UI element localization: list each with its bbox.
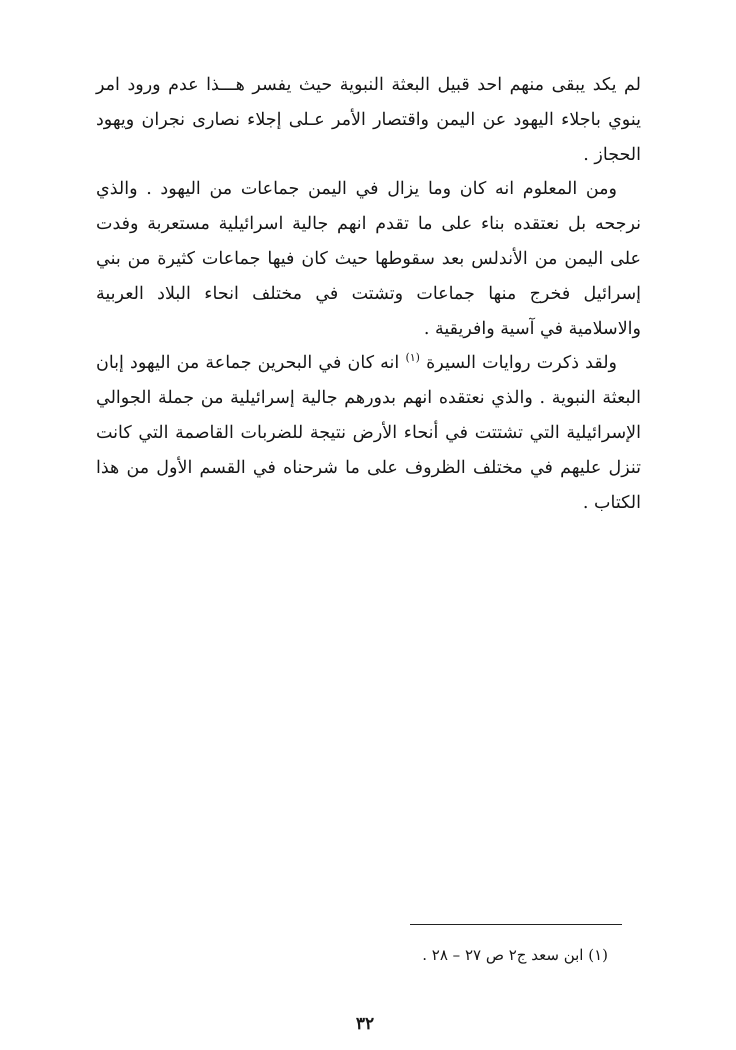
footnote-text: (١) ابن سعد ج٢ ص ٢٧ – ٢٨ . [422, 946, 608, 964]
footnote-divider [410, 924, 622, 925]
paragraph-3-lead: ولقد ذكرت روايات السيرة [426, 353, 617, 374]
paragraph-3-rest: انه كان في البحرين جماعة من اليهود إبان البعثة النبوية . والذي نعتقده انهم بدورهم جالية إسرائيلية من جملة الجوالي الإسرائيلية التي تشتتت في أنحاء الأرض نتيجة للضربات القاصمة التي كانت تنزل عليهم في مختلف الظروف على ما شرحناه في القسم الأول من هذا الكتاب . [96, 353, 641, 513]
footnote-reference: (١) [405, 351, 420, 365]
page-number: ٣٢ [355, 1014, 375, 1034]
body-text [96, 68, 641, 520]
paragraph-1: لم يكد يبقى منهم احد قبيل البعثة النبوية حيث يفسر هـــذا عدم ورود امر ينوي باجلاء اليهود عن اليمن واقتصار الأمر عـلى إجلاء نصارى نجران ويهود الحجاز . [96, 75, 641, 165]
paragraph-3 [96, 346, 641, 520]
paragraph-2: ومن المعلوم انه كان وما يزال في اليمن جماعات من اليهود . والذي نرجحه بل نعتقده بناء على ما تقدم انهم جالية اسرائيلية مستعربة وفدت على اليمن من الأندلس بعد سقوطها حيث كان فيها جماعات كثيرة من بني إسرائيل فخرج منها جماعات وتشتت في مختلف انحاء البلاد العربية والاسلامية في آسية وافريقية . [96, 179, 641, 339]
